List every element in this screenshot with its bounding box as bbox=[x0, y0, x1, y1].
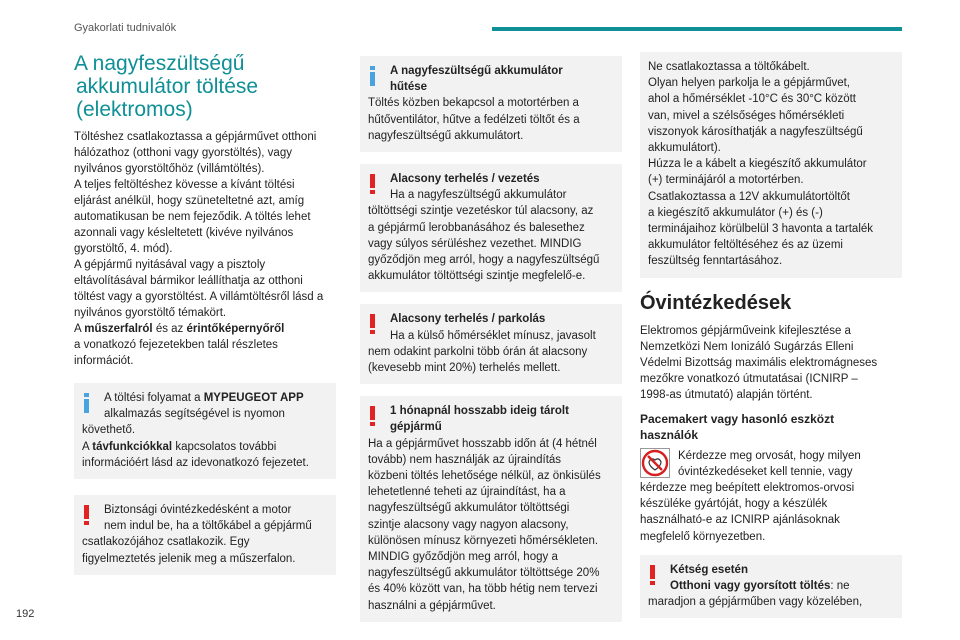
warning-icon bbox=[84, 505, 89, 525]
column-3 bbox=[640, 52, 902, 618]
precautions-paragraph: Elektromos gépjárműveink kifejlesztése a Nemzetközi Nem Ionizáló Sugárzás Elleni Védelmi Bizottság maximális elektromágneses mezőkre vonatkozó útmutatásai (ICNIRP – 1998-as útmutató) alapján történt. bbox=[640, 324, 878, 401]
column-2 bbox=[360, 56, 622, 622]
warning-box-storage: 1 hónapnál hosszabb ideig tárolt gépjármű Ha a gépjárművet hosszabb időn át (4 hétnél tovább) nem használják az újraindítás közbeni töltés lehetősége nélkül, az önkisülés lehetetlenné teheti az újraindítást, ha a nagyfeszültségű akkumulátor töltöttségi szintje alacsony vagy nagyon alacsony, különösen mínusz környezeti hőmérsékleten. MINDIG győződjön meg arról, hogy a nagyfeszültségű akkumulátor töltöttsége 20% és 40% között van, ha több hétig nem tervezi használni a gépjárművet. bbox=[360, 396, 622, 622]
running-header: Gyakorlati tudnivalók bbox=[74, 22, 177, 34]
info-box-cooling: A nagyfeszültségű akkumulátor hűtése Töltés közben bekapcsol a motortérben a hűtőventilátor, hűtve a fedélzeti töltőt és a nagyfeszültségű akkumulátort. bbox=[360, 56, 622, 152]
continued-box: Ne csatlakoztassa a töltőkábelt. Olyan helyen parkolja le a gépjárművet, ahol a hőmérséklet -10°C és 30°C között van, mivel a szélsőséges hőmérsékleti viszonyok károsíthatják a nagyfeszültségű akkumulátort). Húzza le a kábelt a kiegészítő akkumulátor (+) terminájáról a motortérben. Csatlakoztassa a 12V akkumulátortöltőt a kiegészítő akkumulátor (+) és (-) terminájaihoz körülbelül 3 havonta a tartalék akkumulátor feltöltéséhez és az üzemi feszültség fenntartásához. bbox=[640, 52, 902, 278]
info-icon bbox=[370, 66, 375, 86]
warning-icon bbox=[370, 174, 375, 194]
header-accent-bar bbox=[492, 27, 902, 31]
warning-box-doubt: Kétség esetén Otthoni vagy gyorsított töltés: ne maradjon a gépjárműben vagy közelében, bbox=[640, 555, 902, 619]
precautions-title: Óvintézkedések bbox=[640, 291, 792, 314]
reference-line: A műszerfalról és az érintőképernyőről bbox=[74, 323, 285, 335]
intro-paragraph: Töltéshez csatlakoztassa a gépjárművet otthoni hálózathoz (otthoni vagy gyorstöltés), vagy nyilvános gyorstöltőhöz (villámtöltés). A teljes feltöltéshez kövesse a kívánt töltési eljárást anélkül, hogy szüneteltetné azt, amíg automatikusan be nem fejeződik. A töltés lehet azonnali vagy késleltetett (kivéve nyilvános gyorstöltő, 4. mód). A gépjármű nyitásával vagy a pisztoly eltávolításával bármikor leállíthatja az otthoni töltést vagy a gyorstöltést. A villámtöltésről lásd a nyilvános gyorstöltő témakört. A műszerfalról és az érintőképernyőről a vonatkozó fejezetekben talál részletes információt. bbox=[74, 129, 336, 369]
warning-icon bbox=[650, 565, 655, 585]
warning-box-low-drive: Alacsony terhelés / vezetés Ha a nagyfeszültségű akkumulátor töltöttségi szintje vezetéskor túl alacsony, az a gépjármű lerobbanásához és balesethez vagy súlyos sérüléshez vezethet. MINDIG győződjön meg arról, hogy a nagyfeszültségű akkumulátor töltöttségi szintje megfelelő-e. bbox=[360, 164, 622, 292]
pacemaker-paragraph: Kérdezze meg orvosát, hogy milyen óvintézkedéseket kell tennie, vagy kérdezze meg beépített elektromos-orvosi készüléke gyártóját, hogy a készülék használható-e az ICNIRP ajánlásoknak megfelelő környezetben. bbox=[640, 449, 861, 543]
info-icon bbox=[84, 393, 89, 413]
warning-box-low-park: Alacsony terhelés / parkolás Ha a külső hőmérséklet mínusz, javasolt nem odakint parkolni több órán át alacsony (kevesebb mint 20%) terhelés mellett. bbox=[360, 304, 622, 384]
page-number: 192 bbox=[16, 608, 35, 620]
pacemaker-title: Pacemakert vagy hasonló eszközt használók bbox=[640, 411, 835, 442]
info-box-app: A töltési folyamat a MYPEUGEOT APP alkalmazás segítségével is nyomon követhető. A távfunkciókkal kapcsolatos további információért lásd az idevonatkozó fejezetet. bbox=[74, 383, 336, 479]
warning-icon bbox=[370, 406, 375, 426]
section-title: A nagyfeszültségű akkumulátor töltése (elektromos) bbox=[74, 52, 259, 121]
warning-icon bbox=[370, 314, 375, 334]
pacemaker-warning-icon bbox=[640, 448, 670, 478]
column-1 bbox=[74, 52, 336, 575]
warning-box-engine: Biztonsági óvintézkedésként a motor nem indul be, ha a töltőkábel a gépjármű csatlakozójához csatlakozik. Egy figyelmeztetés jelenik meg a műszerfalon. bbox=[74, 495, 336, 575]
